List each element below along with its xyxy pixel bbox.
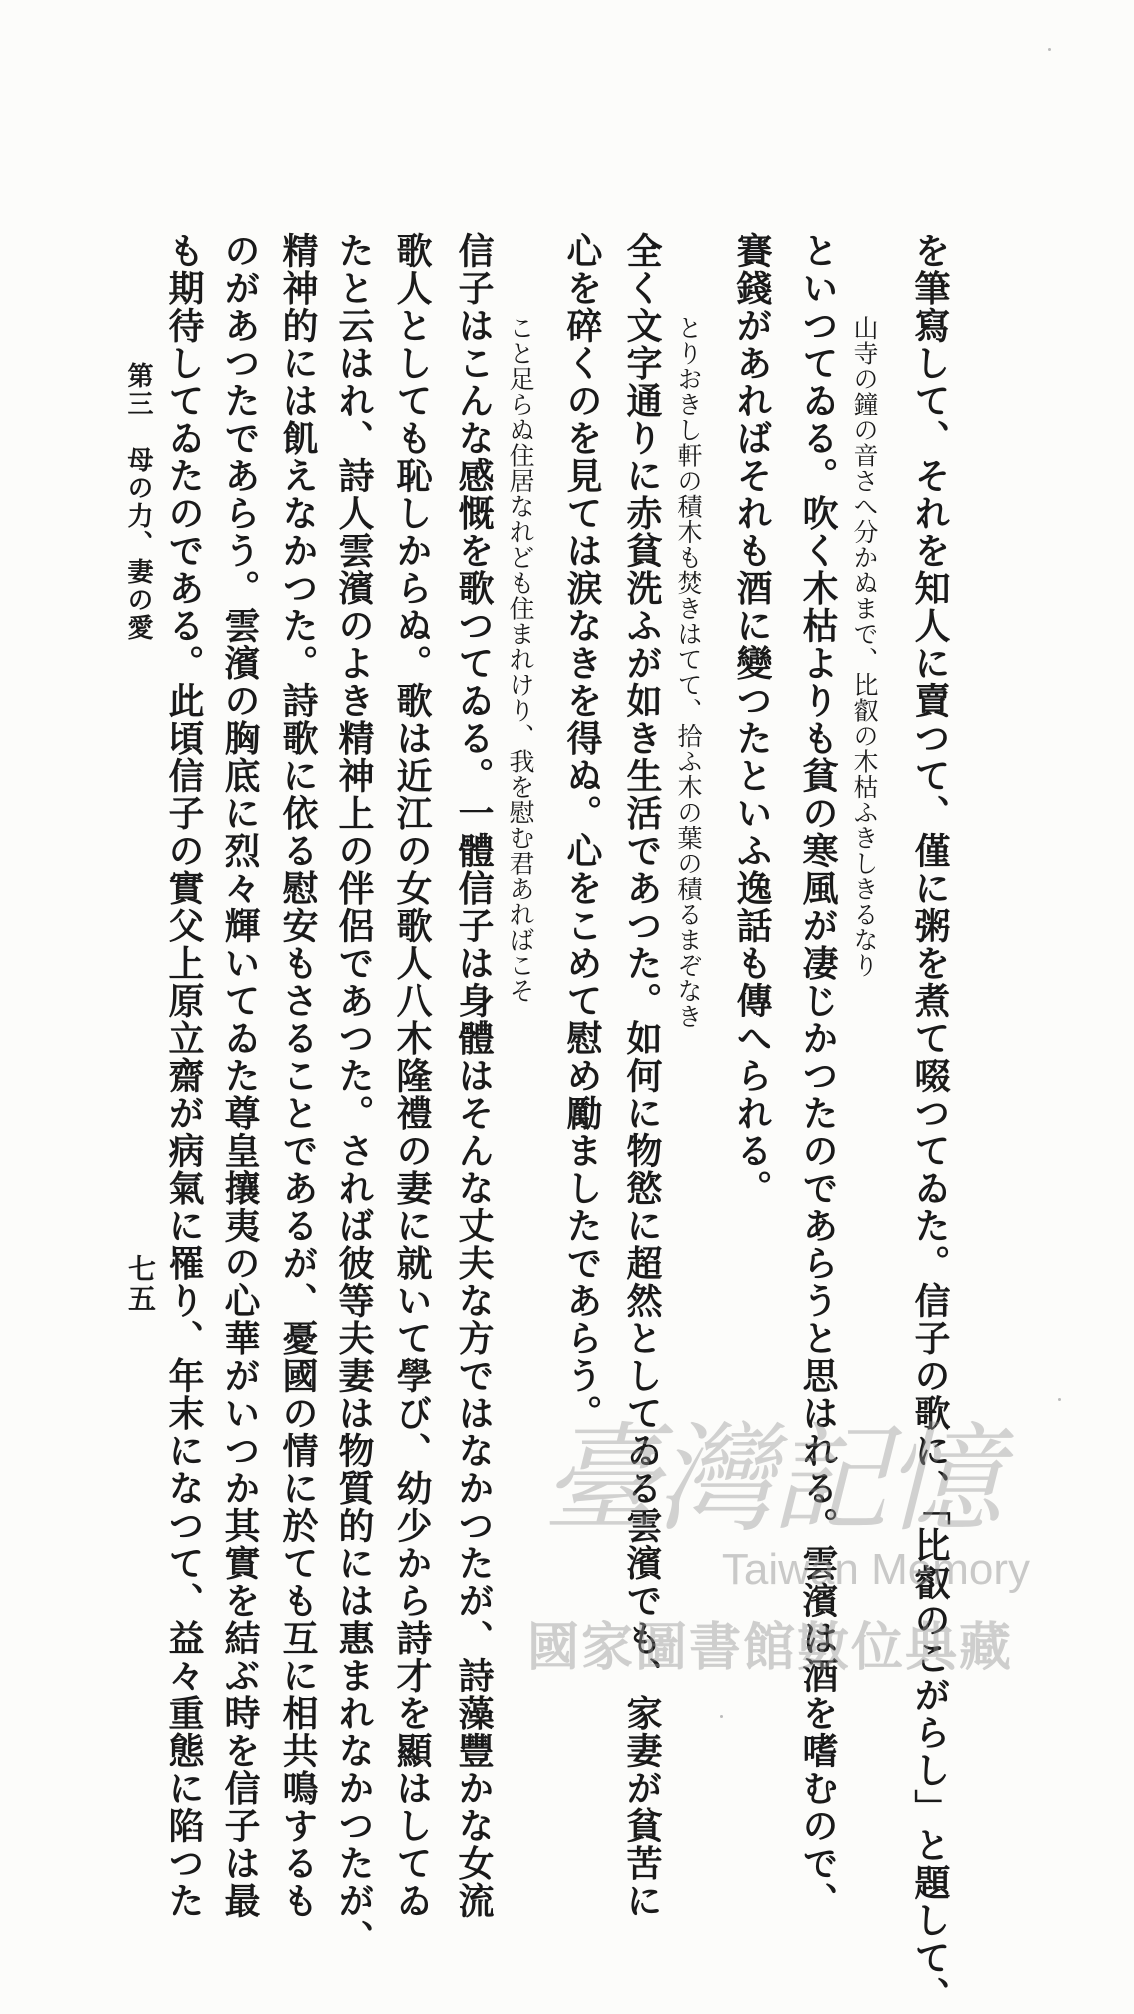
text-column-7: 歌人としても恥しからぬ。歌は近江の女歌人八木隆禮の妻に就いて學び、幼少から詩才を顯はしてゐ [391, 232, 433, 1920]
text-column-8: たと云はれ、詩人雲濱のよき精神上の伴侶であつた。されば彼等夫妻は物質的には惠まれなかつたが、 [333, 232, 375, 1957]
paper-speck [1048, 48, 1051, 51]
watermark-subtitle: Taiwan Memory [721, 1545, 1030, 1594]
library-watermark [490, 1410, 1050, 1730]
poem-line-2: とりおきし軒の積木も焚きはてて、拾ふ木の葉の積るまぞなき [674, 315, 703, 1029]
watermark-title: 臺灣記憶 [541, 1410, 998, 1548]
poem-line-3: こと足らぬ住居なれども住まれけり、我を慰む君あればこそ [506, 315, 535, 1004]
paper-speck [720, 1715, 723, 1718]
text-column-9: 精神的には飢えなかつた。詩歌に依る慰安もさることであるが、憂國の情に於ても互に相共鳴するも [277, 232, 319, 1920]
text-column-10: のがあつたであらう。雲濱の胸底に烈々輝いてゐた尊皇攘夷の心華がいつか其實を結ぶ時を信子は最 [219, 232, 261, 1920]
text-column-11: も期待してゐたのである。此頃信子の實父上原立齋が病氣に罹り、年末になつて、益々重態に陷つた [163, 232, 205, 1920]
text-column-6: 信子はこんな感慨を歌つてゐる。一體信子は身體はそんな丈夫な方ではなかつたが、詩藻豐かな女流 [453, 232, 495, 1920]
watermark-institution: 國家圖書館數位典藏 [526, 1618, 1013, 1678]
text-column-3: 賽錢があればそれも酒に變つたといふ逸話も傳へられる。 [731, 232, 773, 1207]
paper-speck [1058, 1398, 1061, 1401]
text-column-5: 心を碎くのを見ては涙なきを得ぬ。心をこめて慰め勵ましたであらう。 [561, 232, 603, 1432]
text-column-2: といつてゐる。吹く木枯よりも貧の寒風が凄じかつたのであらうと思はれる。雲濱は酒を嗜むので、 [797, 232, 839, 1920]
text-column-1: を筆寫して、それを知人に賣つて、僅に粥を煮て啜つてゐた。信子の歌に、「比叡のこがらし」と題して、 [909, 232, 951, 2014]
page-number: 七五 [124, 1254, 157, 1314]
text-column-4: 全く文字通りに赤貧洗ふが如き生活であつた。如何に物慾に超然としてゐる雲濱でも、家妻が貧苦に [621, 232, 663, 1920]
poem-line-1: 山寺の鐘の音さへ分かぬまで、比叡の木枯ふきしきるなり [850, 315, 879, 978]
running-footer-chapter: 第三 母の力、妻の愛 [123, 362, 153, 642]
